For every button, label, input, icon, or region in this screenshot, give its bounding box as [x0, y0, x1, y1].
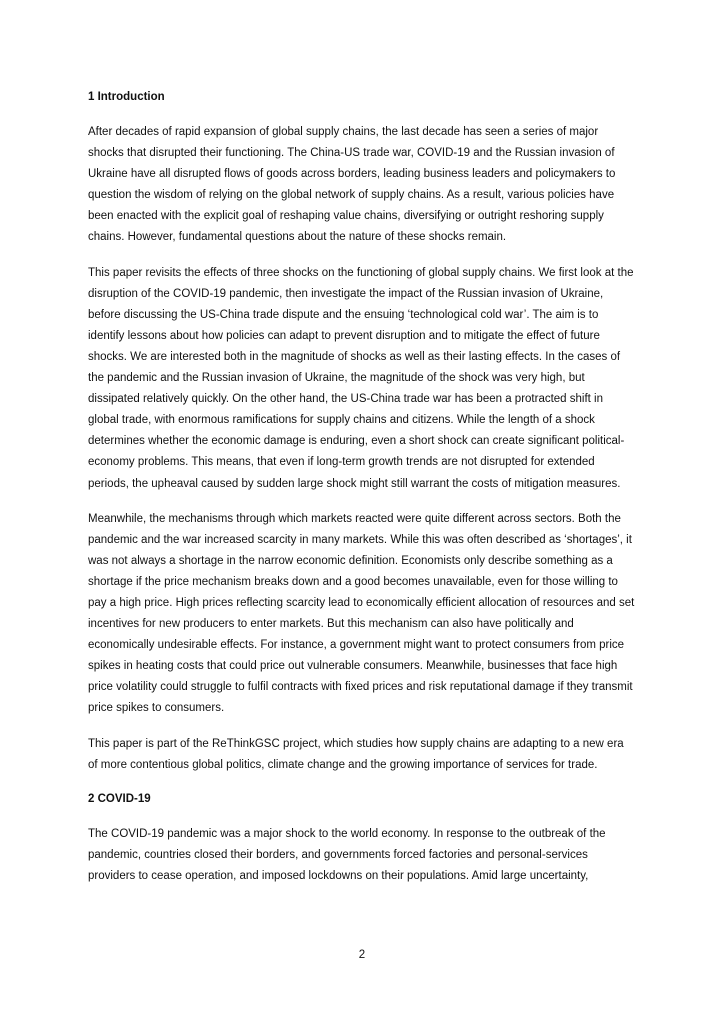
page-content	[88, 88, 636, 887]
paragraph: This paper is part of the ReThinkGSC project, which studies how supply chains are adapting to a new era of more contentious global politics, climate change and the growing importance of services for trade.	[88, 737, 624, 771]
paragraph: After decades of rapid expansion of global supply chains, the last decade has seen a series of major shocks that disrupted their functioning. The China-US trade war, COVID-19 and the Russian invasion of Ukraine have all disrupted flows of goods across borders, leading business leaders and policymakers to question the wisdom of relying on the global network of supply chains. As a result, various policies have been enacted with the explicit goal of reshaping value chains, diversifying or outright reshoring supply chains. However, fundamental questions about the nature of these shocks remain.	[88, 126, 616, 244]
page-number: 2	[358, 949, 366, 961]
paragraph: Meanwhile, the mechanisms through which markets reacted were quite different across sectors. Both the pandemic and the war increased scarcity in many markets. While this was often described as ‘shortages’, it was not always a shortage in the narrow economic definition. Economists only describe something as a shortage if the price mechanism breaks down and a good becomes unavailable, even for those willing to pay a high price. High prices reflecting scarcity lead to economically efficient allocation of resources and set incentives for new producers to enter markets. But this mechanism can also have politically and economically undesirable effects. For instance, a government might want to protect consumers from price spikes in heating costs that could price out vulnerable consumers. Meanwhile, businesses that face high price volatility could struggle to fulfil contracts with fixed prices and risk reputational damage if they transmit price spikes to consumers.	[88, 512, 635, 715]
paragraph: The COVID-19 pandemic was a major shock to the world economy. In response to the outbreak of the pandemic, countries closed their borders, and governments forced factories and personal-services providers to cease operation, and imposed lockdowns on their populations. Amid large uncertainty,	[88, 827, 606, 882]
section-heading-covid-19: 2 COVID-19	[88, 792, 151, 805]
paragraph: This paper revisits the effects of three shocks on the functioning of global supply chains. We first look at the disruption of the COVID-19 pandemic, then investigate the impact of the Russian invasion of Ukraine, before discussing the US-China trade dispute and the ensuing ‘technological cold war’. The aim is to identify lessons about how policies can adapt to prevent disruption and to mitigate the effect of future shocks. We are interested both in the magnitude of shocks as well as their lasting effects. In the cases of the pandemic and the Russian invasion of Ukraine, the magnitude of the shock was very high, but dissipated relatively quickly. On the other hand, the US-China trade war has been a protracted shift in global trade, with enormous ramifications for supply chains and citizens. While the length of a shock determines whether the economic damage is enduring, even a short shock can create significant political-economy problems. This means, that even if long-term growth trends are not disrupted for extended periods, the upheaval caused by sudden large shock might still warrant the costs of mitigation measures.	[88, 266, 634, 490]
section-heading-introduction: 1 Introduction	[88, 91, 165, 103]
